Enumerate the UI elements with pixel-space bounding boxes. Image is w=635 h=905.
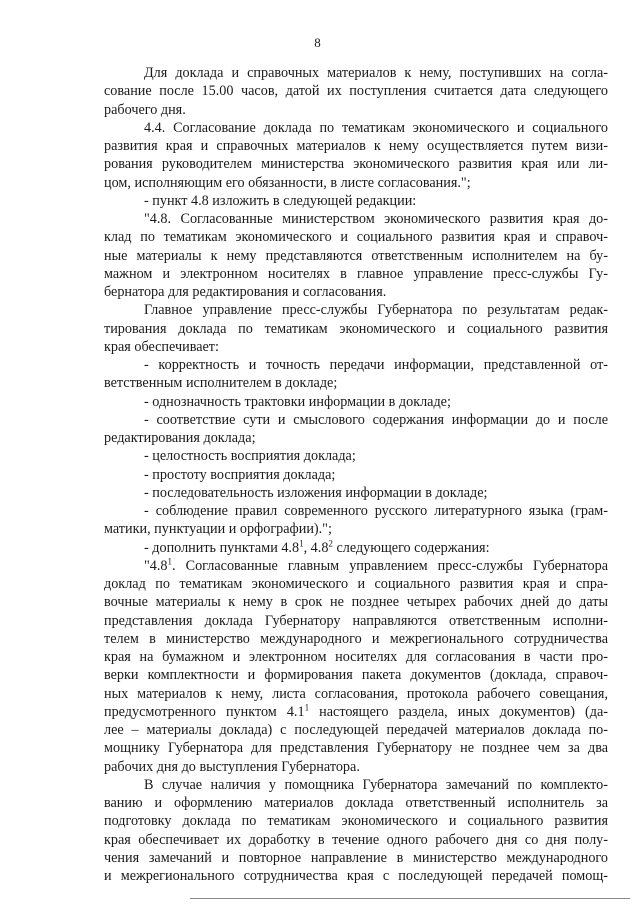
text-line: "4.8. Согласованные министерством экономического развития края до- (144, 211, 608, 227)
text-line: ные материалы к нему представляются ответственным исполнителем на бу- (104, 247, 608, 264)
text-line: бернатора для редактирования и согласования. (104, 284, 387, 300)
text-line: 4.4. Согласование доклада по тематикам экономического и социального (144, 119, 608, 136)
text-line: - целостность восприятия доклада; (144, 448, 356, 465)
text-line: края обеспечивает их доработку в течение одного рабочего дня со дня полу- (104, 831, 608, 848)
text-line: тирования доклада по тематикам экономического и социального развития (104, 320, 608, 337)
text-line: верки комплектности и формирования пакета документов (доклада, справоч- (104, 667, 608, 684)
text-line: подготовку доклада по тематикам экономического и социального развития (104, 813, 608, 830)
text-line: представления доклада Губернатору направляются ответственным исполни- (104, 612, 608, 629)
text-line: рабочего дня. (104, 101, 186, 118)
text-line: ных материалов к нему, листа согласования, протокола рабочего совещания, (104, 685, 608, 702)
text-line: - пункт 4.8 изложить в следующей редакции: (144, 192, 417, 209)
text-line: сование после 15.00 часов, датой их поступления считается дата следующего (104, 83, 608, 100)
text-line: предусмотренного пунктом $4.1^1$ настоящего раздела, иных документов) (да- (104, 702, 608, 720)
text-line: Главное управление пресс-службы Губернатора по результатам редак- (144, 302, 608, 319)
text-line: - дополнить пунктами $4.8^1$, $4.8^2$ следующего содержания: (144, 537, 490, 556)
text-line: Для доклада и справочных материалов к нему, поступивших на согла- (144, 65, 608, 81)
text-line: - соблюдение правил современного русского литературного языка (грам- (144, 503, 608, 519)
text-line: рования руководителем министерства экономического развития края или ли- (104, 156, 608, 173)
text-line: вочные материалы к нему в срок не позднее четырех рабочих дней до даты (104, 594, 608, 611)
text-line: мощнику Губернатора для представления Губернатору не позднее чем за два (104, 740, 608, 757)
text-line: - корректность и точность передачи информации, представленной от- (144, 357, 608, 373)
text-line: - соответствие сути и смыслового содержания информации до и после (144, 411, 608, 428)
text-line: В случае наличия у помощника Губернатора замечаний по комплекто- (144, 776, 608, 793)
text-line: рабочих дня до выступления Губернатора. (104, 758, 360, 775)
text-line: чения замечаний и повторное направление в министерство международного (104, 849, 608, 866)
text-line: края на бумажном и электронном носителях для согласования в части про- (104, 649, 608, 665)
text-line: - простоту восприятия доклада; (144, 466, 336, 483)
text-line: и межрегионального сотрудничества края с последующей передачей помощ- (104, 868, 608, 884)
text-line: лее – материалы доклада) с последующей передачей материалов доклада по- (104, 722, 608, 738)
text-line: ветственным исполнителем в докладе; (104, 375, 338, 392)
text-line: матики, пунктуации и орфографии)."; (104, 521, 332, 538)
text-line: "$4.8^1$. Согласованные главным управлением пресс-службы Губернатора (144, 556, 608, 574)
text-line: телем в министерство международного и межрегионального сотрудничества (104, 630, 608, 647)
text-line: мажном и электронном носителях в главное управление пресс-службы Гу- (104, 265, 608, 282)
text-line: - однозначность трактовки информации в докладе; (144, 393, 451, 410)
text-line: цом, исполняющим его обязанности, в листе согласования."; (104, 174, 471, 191)
text-line: развития края и справочных материалов к нему осуществляется путем визи- (104, 138, 608, 154)
text-line: клад по тематикам экономического и социального развития края и справоч- (104, 229, 608, 246)
text-line: края обеспечивает: (104, 338, 219, 355)
page-number: 8 (314, 35, 321, 50)
text-line: редактирования доклада; (104, 430, 256, 446)
bottom-divider (190, 898, 630, 899)
text-line: доклад по тематикам экономического и социального развития края и спра- (104, 576, 608, 592)
text-line: ванию и оформлению материалов доклада ответственный исполнитель за (104, 795, 608, 811)
text-line: - последовательность изложения информации в докладе; (144, 484, 488, 501)
